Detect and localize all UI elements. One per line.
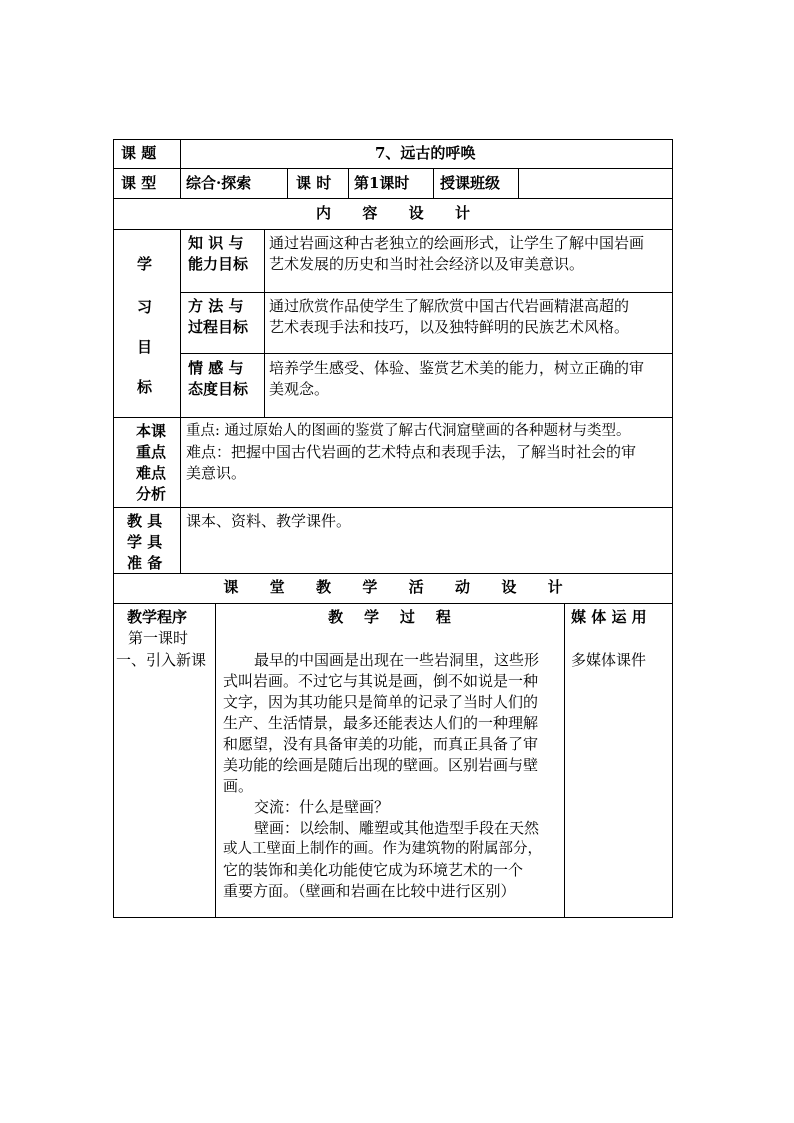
table-border — [113, 168, 673, 169]
objectives-side-char: 习 — [137, 298, 153, 316]
hours-label: 课 时 — [296, 174, 332, 192]
procedure-col2-header: 教 学 过 程 — [328, 608, 451, 626]
table-border — [180, 139, 181, 198]
table-border — [113, 573, 673, 574]
process-line: 美功能的绘画是随后出现的壁画。区别岩画与壁 — [223, 756, 539, 774]
lesson-title: 7、远古的呼唤 — [375, 144, 476, 162]
objective-label: 方 法 与 — [188, 297, 244, 315]
objective-label: 情 感 与 — [188, 359, 244, 377]
table-border — [180, 229, 181, 508]
procedure-step: 一、引入新课 — [116, 651, 207, 669]
objective-text: 艺术发展的历史和当时社会经济以及审美意识。 — [269, 255, 585, 273]
tools-label: 学 具 — [127, 533, 163, 551]
key-point-line: 难点：把握中国古代岩画的艺术特点和表现手法，了解当时社会的审 — [186, 443, 637, 461]
objectives-side-char: 学 — [137, 255, 153, 273]
lesson-label: 课 题 — [121, 144, 157, 162]
table-border — [113, 229, 673, 230]
table-border — [348, 168, 349, 198]
key-points-label: 分析 — [136, 485, 167, 503]
process-line: 重要方面。（壁画和岩画在比较中进行区别） — [223, 882, 516, 900]
key-points-label: 难点 — [136, 464, 167, 482]
key-point-line: 美意识。 — [186, 464, 247, 482]
tools-text: 课本、资料、教学课件。 — [186, 512, 352, 530]
process-line: 交流：什么是壁画？ — [254, 798, 390, 816]
key-points-label: 本课 — [136, 422, 167, 440]
table-border — [215, 603, 216, 918]
objectives-side-char: 标 — [137, 378, 153, 396]
process-line: 它的装饰和美化功能使它成为环境艺术的一个 — [223, 861, 524, 879]
table-border — [433, 168, 434, 198]
type-value: 综合·探索 — [186, 174, 252, 192]
objective-text: 艺术表现手法和技巧，以及独特鲜明的民族艺术风格。 — [269, 318, 630, 336]
table-border — [113, 198, 673, 199]
process-line: 画。 — [223, 777, 254, 795]
objective-label: 过程目标 — [188, 318, 249, 336]
activity-design-title: 课 堂 教 学 活 动 设 计 — [223, 578, 563, 596]
process-line: 或人工壁面上制作的画。作为建筑物的附属部分， — [223, 841, 542, 857]
class-label: 授课班级 — [440, 174, 501, 192]
table-border — [113, 139, 114, 918]
table-border — [287, 168, 288, 198]
tools-label: 教 具 — [127, 512, 163, 530]
process-line: 最早的中国画是出现在一些岩洞里，这些形 — [254, 651, 540, 669]
table-border — [180, 353, 673, 354]
table-border — [113, 417, 673, 418]
objective-text: 通过欣赏作品使学生了解欣赏中国古代岩画精湛高超的 — [269, 297, 630, 315]
process-line: 文字，因为其功能只是简单的记录了当时人们的 — [223, 693, 539, 711]
table-border — [518, 168, 519, 198]
table-border — [264, 229, 265, 418]
tools-label: 准 备 — [127, 554, 163, 572]
objective-label: 能力目标 — [188, 255, 249, 273]
objective-label: 态度目标 — [188, 380, 249, 398]
procedure-col3-header: 媒 体 运 用 — [571, 608, 647, 626]
objective-label: 知 识 与 — [188, 234, 244, 252]
process-line: 式叫岩画。不过它与其说是画，倒不如说是一种 — [223, 672, 539, 690]
table-border — [113, 917, 673, 918]
table-border — [113, 139, 673, 140]
media-item: 多媒体课件 — [571, 651, 647, 669]
objectives-side-char: 目 — [137, 338, 153, 356]
key-point-line: 重点: 通过原始人的图画的鉴赏了解古代洞窟壁画的各种题材与类型。 — [186, 423, 631, 439]
content-design-title: 内 容 设 计 — [316, 204, 470, 222]
process-line: 生产、生活情景，最多还能表达人们的一种理解 — [223, 714, 539, 732]
process-line: 和愿望，没有具备审美的功能，而真正具备了审 — [223, 735, 539, 753]
process-line: 壁画：以绘制、雕塑或其他造型手段在天然 — [254, 819, 540, 837]
table-border — [180, 507, 181, 574]
procedure-step: 第一课时 — [128, 629, 189, 647]
table-border — [113, 507, 673, 508]
type-label: 课 型 — [121, 174, 157, 192]
objective-text: 通过岩画这种古老独立的绘画形式，让学生了解中国岩画 — [269, 234, 645, 252]
procedure-col1-header: 教学程序 — [127, 608, 188, 626]
key-points-label: 重点 — [136, 443, 167, 461]
table-border — [564, 603, 565, 918]
objective-text: 美观念。 — [269, 380, 330, 398]
table-border — [113, 603, 673, 604]
hours-value: 第1课时 — [354, 174, 410, 192]
table-border — [180, 292, 673, 293]
table-border — [672, 139, 673, 918]
objective-text: 培养学生感受、体验、鉴赏艺术美的能力，树立正确的审 — [269, 359, 645, 377]
